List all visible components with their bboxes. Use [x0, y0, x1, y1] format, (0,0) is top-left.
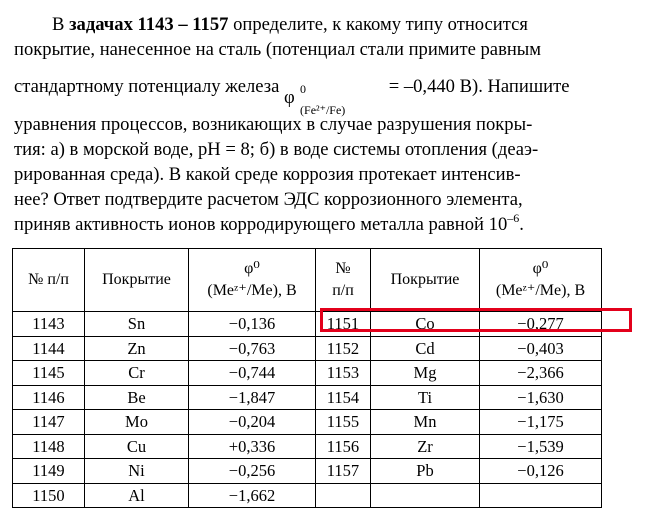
text-line: приняв активность ионов корродирующего металла равной 10 [14, 214, 508, 235]
header-potential: φ⁰ (Meᶻ⁺/Me), В [480, 249, 602, 312]
problem-statement [14, 12, 646, 237]
header-coating: Покрытие [371, 249, 480, 312]
cell: −1,630 [480, 385, 602, 410]
cell: Mg [371, 361, 480, 386]
header-potential: φ⁰ (Meᶻ⁺/Me), В [189, 249, 316, 312]
exponent: –6 [507, 211, 520, 225]
cell: +0,336 [189, 434, 316, 459]
cell: Al [85, 483, 189, 508]
cell: 1147 [13, 410, 85, 435]
cell: Zn [85, 336, 189, 361]
potentials-table [12, 248, 602, 508]
cell: 1148 [13, 434, 85, 459]
cell: 1146 [13, 385, 85, 410]
text-line: покрытие, нанесенное на сталь (потенциал стали примите равным [14, 39, 542, 60]
iron-potential-symbol [284, 73, 384, 118]
cell [316, 483, 371, 508]
text-line: = –0,440 В). Напишите [384, 76, 570, 97]
cell: 1153 [316, 361, 371, 386]
cell: 1144 [13, 336, 85, 361]
cell: −1,662 [189, 483, 316, 508]
text-line: определите, к какому типу относится [228, 14, 528, 35]
cell: Cu [85, 434, 189, 459]
cell: Cr [85, 361, 189, 386]
cell: Mo [85, 410, 189, 435]
cell: 1154 [316, 385, 371, 410]
cell: Ni [85, 459, 189, 484]
cell: −1,847 [189, 385, 316, 410]
table-row [13, 459, 602, 484]
text-line: тия: а) в морской воде, pH = 8; б) в воде системы отопления (деаэ- [14, 139, 539, 160]
cell: Co [371, 312, 480, 337]
cell: −0,763 [189, 336, 316, 361]
period: . [519, 214, 524, 235]
cell: 1151 [316, 312, 371, 337]
cell: 1150 [13, 483, 85, 508]
cell: 1155 [316, 410, 371, 435]
cell: 1143 [13, 312, 85, 337]
cell [480, 483, 602, 508]
cell: Mn [371, 410, 480, 435]
cell: Be [85, 385, 189, 410]
cell: −0,204 [189, 410, 316, 435]
cell: 1149 [13, 459, 85, 484]
cell: −0,126 [480, 459, 602, 484]
phi-symbol: φ [284, 87, 295, 109]
cell: Ti [371, 385, 480, 410]
table-row [13, 361, 602, 386]
cell: −0,256 [189, 459, 316, 484]
phi-subscript: (Fe²⁺/Fe) [300, 103, 346, 118]
cell [371, 483, 480, 508]
cell: −1,175 [480, 410, 602, 435]
cell: Zr [371, 434, 480, 459]
table-row [13, 410, 602, 435]
table-row [13, 483, 602, 508]
cell: 1152 [316, 336, 371, 361]
cell: −0,403 [480, 336, 602, 361]
text-line: уравнения процессов, возникающих в случае разрушения покры- [14, 114, 533, 135]
table-row [13, 434, 602, 459]
table-row [13, 385, 602, 410]
cell: 1145 [13, 361, 85, 386]
cell: −0,277 [480, 312, 602, 337]
table-row [13, 336, 602, 361]
cell: −0,744 [189, 361, 316, 386]
text-line: стандартному потенциалу железа [14, 76, 285, 97]
header-number: № п/п [316, 249, 371, 312]
table-header-row [13, 249, 602, 312]
cell: −2,366 [480, 361, 602, 386]
task-range: задачах 1143 – 1157 [69, 14, 229, 35]
highlight-box [320, 308, 632, 332]
header-coating: Покрытие [85, 249, 189, 312]
text-line: рированная среда). В какой среде коррозия протекает интенсив- [14, 164, 521, 185]
cell: −1,539 [480, 434, 602, 459]
header-number: № п/п [13, 249, 85, 312]
cell: Cd [371, 336, 480, 361]
text-line: нее? Ответ подтвердите расчетом ЭДС коррозионного элемента, [14, 189, 523, 210]
cell: Pb [371, 459, 480, 484]
phi-superscript: 0 [300, 82, 307, 97]
cell: 1157 [316, 459, 371, 484]
cell: Sn [85, 312, 189, 337]
cell: 1156 [316, 434, 371, 459]
cell: −0,136 [189, 312, 316, 337]
text-line: В [52, 14, 70, 35]
